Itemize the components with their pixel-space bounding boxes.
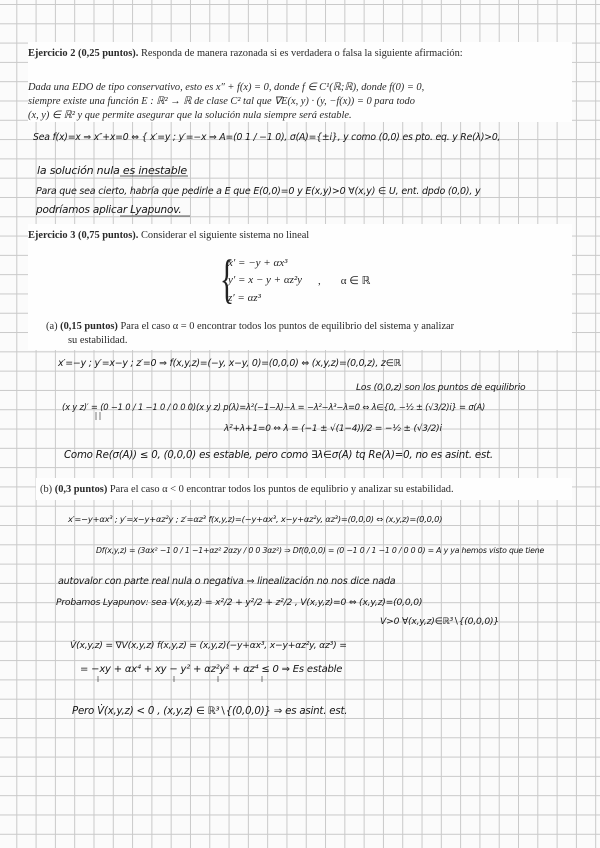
ex2-intro: Responda de manera razonada si es verdadera o falsa la siguiente afirmación:: [140, 48, 463, 59]
part-a-handwriting-2: Los (0,0,z) son los puntos de equilibrio: [356, 382, 526, 393]
part-a-handwriting-4: λ²+λ+1=0 ⇔ λ = (−1 ± √(1−4))/2 = −½ ± (√3/2)i: [224, 424, 442, 434]
part-b-handwriting-8: Pero V̇(x,y,z) < 0 , (x,y,z) ∈ ℝ³∖{(0,0,0)} ⇒ es asint. est.: [72, 706, 348, 717]
system-eq-1: x′ = −y + αx³: [228, 257, 288, 269]
ex2-handwriting-1: Sea f(x)=x ⇒ x″+x=0 ⇔ { x′=y ; y′=−x ⇒ A=(0 1 / −1 0), σ(A)={±i}, y como (0,0) es pto. eq. y Re(λ)>0,: [33, 132, 501, 143]
ex2-handwriting-4: podríamos aplicar Lyapunov.: [36, 204, 182, 216]
part-b-label: (b): [40, 484, 53, 495]
ex3-title: Ejercicio 3 (0,75 puntos).: [28, 230, 139, 241]
part-b-handwriting-6: V̇(x,y,z) = ∇V(x,y,z) f(x,y,z) = (x,y,z)(−y+αx³, x−y+αz²y, αz³) =: [70, 640, 347, 651]
ex2-statement-l1: Dada una EDO de tipo conservativo, esto es x″ + f(x) = 0, donde f ∈ C¹(ℝ;ℝ), donde f(0) = 0,: [28, 82, 425, 93]
part-b-handwriting-1: x′=−y+αx³ ; y′=x−y+αz²y ; z′=αz³ f(x,y,z)=(−y+αx³, x−y+αz²y, αz³)=(0,0,0) ⇔ (x,y,z)=(0,0,0): [68, 514, 443, 524]
part-a-text-l2: su estabilidad.: [68, 335, 128, 346]
part-b-handwriting-3: autovalor con parte real nula o negativa ⇒ linealización no nos dice nada: [58, 576, 396, 587]
ex2-handwriting-3: Para que sea cierto, habría que pedirle a E que E(0,0)=0 y E(x,y)>0 ∀(x,y) ∈ U, ent. dpdo (0,0), y: [36, 186, 481, 197]
part-b-handwriting-5: V>0 ∀(x,y,z)∈ℝ³∖{(0,0,0)}: [380, 616, 500, 627]
ge0-marks-b: [98, 676, 262, 682]
system-alpha: , α ∈ ℝ: [318, 275, 371, 287]
ex2-title: Ejercicio 2 (0,25 puntos).: [28, 48, 139, 59]
ex2-statement-l3: (x, y) ∈ ℝ² y que permite asegurar que la solución nula siempre será estable.: [28, 110, 352, 121]
part-a-handwriting-5: Como Re(σ(A)) ≤ 0, (0,0,0) es estable, pero como ∃λ∈σ(A) tq Re(λ)=0, no es asint. est.: [64, 450, 493, 461]
ex2-handwriting-2: la solución nula es inestable: [37, 164, 187, 177]
ge0-marks-a: [96, 412, 100, 420]
system-eq-3: z′ = αz³: [228, 292, 261, 304]
part-b-title: (0,3 puntos): [54, 484, 108, 495]
alpha-domain: α ∈ ℝ: [340, 275, 371, 287]
part-b-handwriting-7: = −xy + αx⁴ + xy − y² + αz²y² + αz⁴ ≤ 0 ⇒ Es estable: [80, 664, 343, 675]
part-a-handwriting-1: x′=−y ; y′=x−y ; z′=0 ⇒ f(x,y,z)=(−y, x−y, 0)=(0,0,0) ⇔ (x,y,z)=(0,0,z), z∈ℝ: [58, 358, 401, 369]
part-a-handwriting-3: (x y z)′ = (0 −1 0 / 1 −1 0 / 0 0 0)(x y z) p(λ)=λ²(−1−λ)−λ = −λ²−λ³−λ=0 ⇔ λ∈{0, −½ ± (√3/2)i} = σ(A): [62, 402, 486, 412]
ex2-statement-l2: siempre existe una función E : ℝ² → ℝ de clase C² tal que ∇E(x, y) · (y, −f(x)) = 0 para todo: [28, 96, 415, 107]
system-brace: {: [219, 249, 235, 309]
part-a-statement: [46, 320, 566, 333]
part-a-text-l1: Para el caso α = 0 encontrar todos los puntos de equilibrio del sistema y analizar: [120, 321, 455, 332]
part-b-handwriting-4: Probamos Lyapunov: sea V(x,y,z) = x²/2 + y²/2 + z²/2 , V(x,y,z)=0 ⇔ (x,y,z)=(0,0,0): [56, 597, 423, 608]
ex3-heading: [28, 229, 309, 242]
part-a-title: (0,15 puntos): [60, 321, 118, 332]
system-eq-2: y′ = x − y + αz²y: [228, 274, 303, 286]
ex3-intro: Considerar el siguiente sistema no lineal: [140, 230, 310, 241]
part-b-statement: [40, 483, 454, 496]
part-a-label: (a): [46, 321, 58, 332]
part-b-text: Para el caso α < 0 encontrar todos los puntos de equlibrio y analizar su estabilidad.: [109, 484, 454, 495]
ex2-heading: [28, 47, 568, 60]
part-b-handwriting-2: Df(x,y,z) = (3αx² −1 0 / 1 −1+αz² 2αzy / 0 0 3αz²) ⇒ Df(0,0,0) = (0 −1 0 / 1 −1 0 / 0 0 0) = A y ya hemos visto que tiene: [96, 546, 545, 555]
